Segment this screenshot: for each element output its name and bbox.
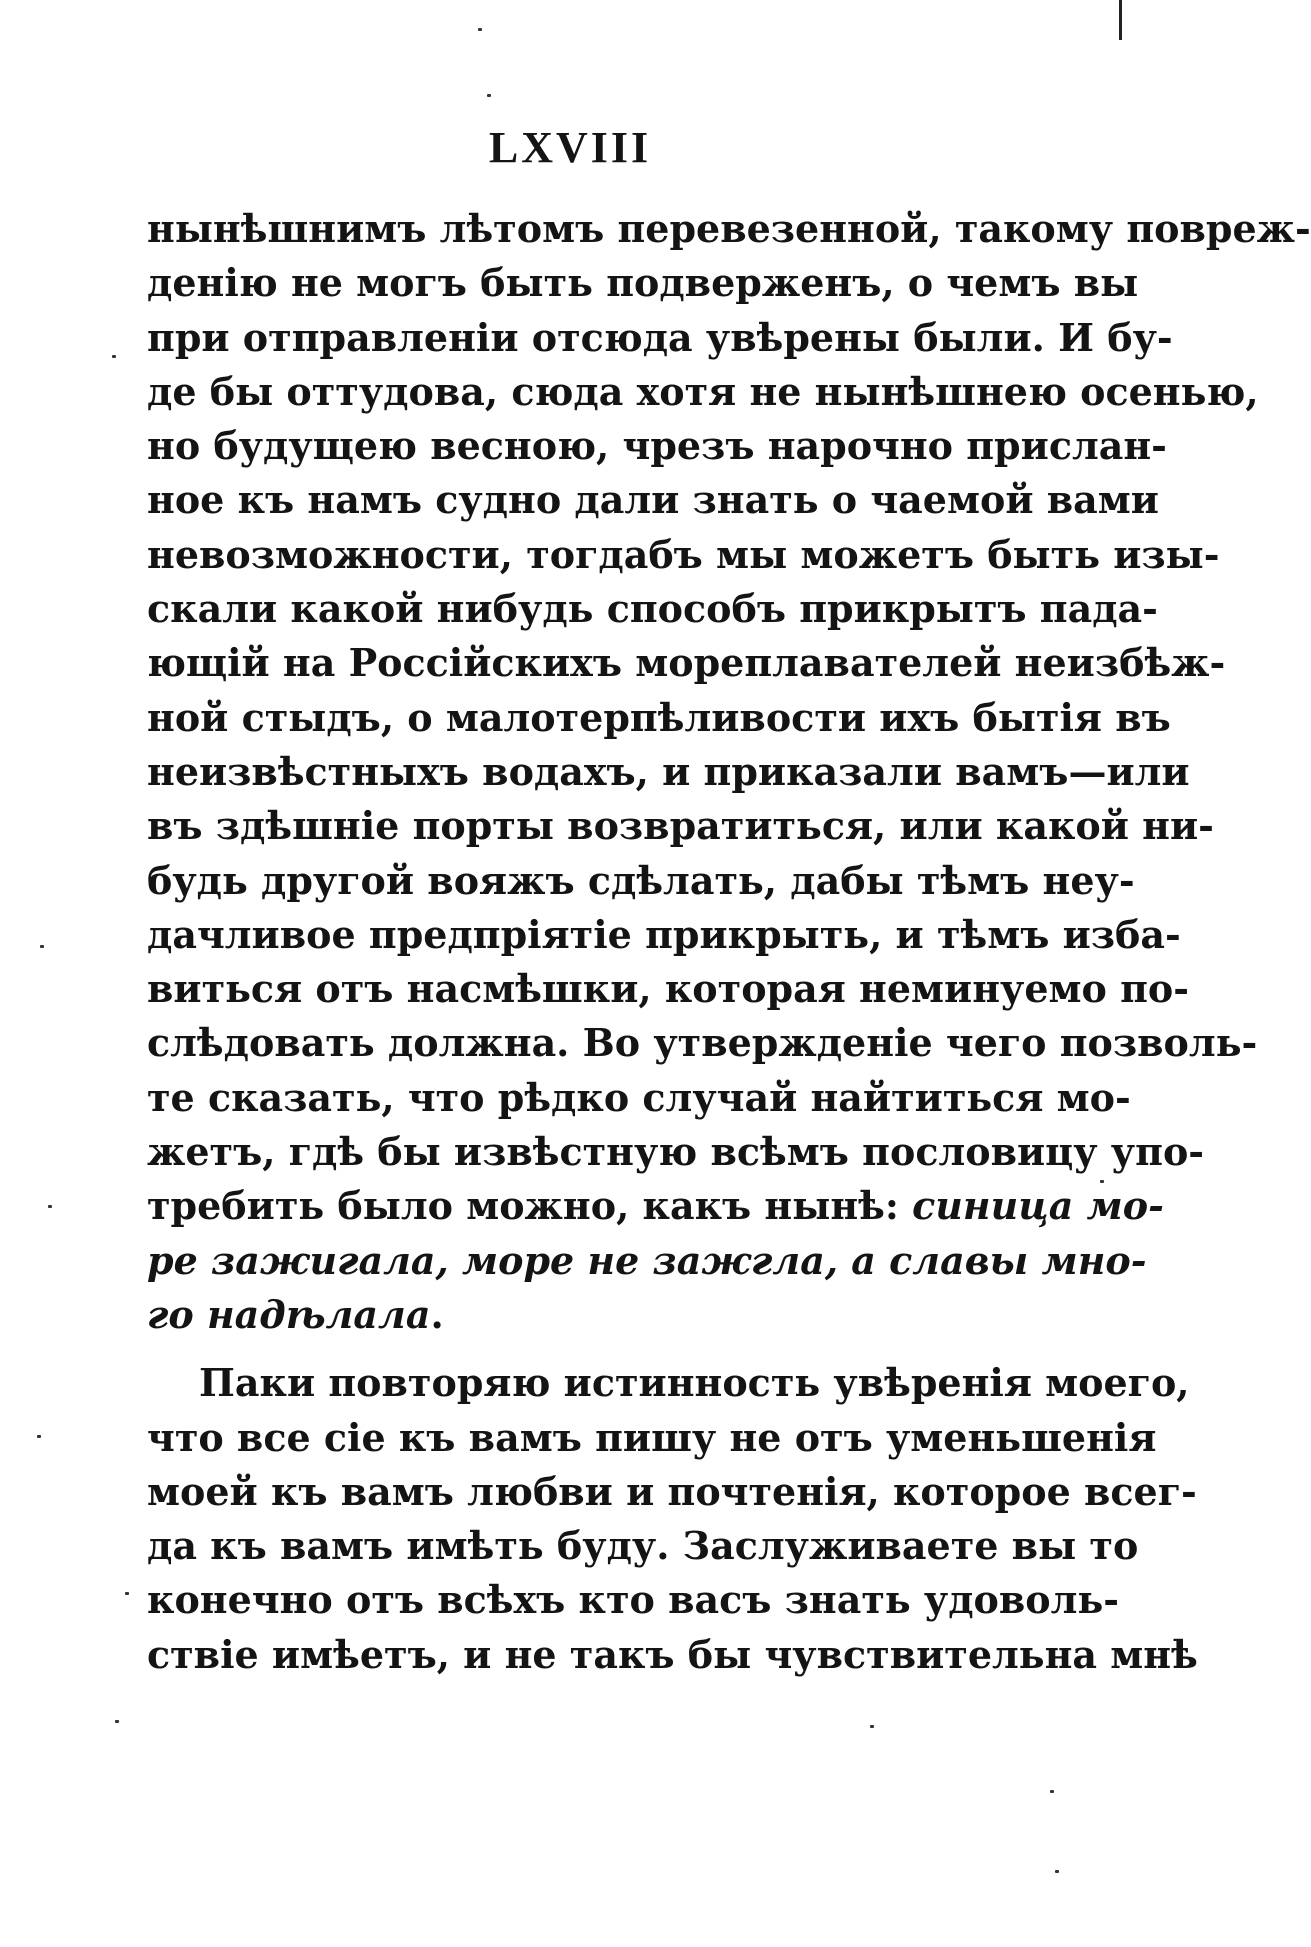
line-text: виться отъ насмѣшки, которая неминуемо по-	[147, 966, 1190, 1012]
scan-speck	[478, 28, 482, 31]
line-text: ное къ намъ судно дали знать о чаемой вами	[147, 477, 1159, 523]
line-text: дачливое предпріятіе прикрыть, и тѣмъ изба-	[147, 911, 1181, 957]
scan-speck	[112, 355, 116, 358]
line-text: моей къ вамъ любви и почтенія, которое всег-	[147, 1468, 1197, 1514]
scan-speck	[1100, 1180, 1104, 1183]
line-text: да къ вамъ имѣть буду. Заслуживаете вы то	[147, 1523, 1139, 1569]
line-text: жетъ, гдѣ бы извѣстную всѣмъ пословицу упо-	[147, 1129, 1205, 1175]
line-text: но будущею весною, чрезъ нарочно прислан-	[147, 423, 1167, 469]
text-line	[147, 202, 1311, 256]
text-line	[147, 1573, 1120, 1627]
text-line	[147, 1628, 1198, 1682]
line-text: будь другой вояжъ сдѣлать, дабы тѣмъ неу-	[147, 857, 1135, 903]
text-line	[147, 854, 1135, 908]
line-italic-text: ре зажигала, море не зажгла, а славы мно-	[147, 1237, 1147, 1283]
line-text: при отправленіи отсюда увѣрены были. И бу-	[147, 314, 1173, 360]
text-line	[147, 1125, 1205, 1179]
text-line	[147, 1071, 1131, 1125]
line-text: ной стыдъ, о малотерпѣливости ихъ бытія въ	[147, 694, 1171, 740]
text-line	[147, 1288, 1065, 1342]
line-text: что все сіе къ вамъ пишу не отъ уменьшенія	[147, 1414, 1157, 1460]
line-text: требить было можно, какъ нынѣ:	[147, 1183, 913, 1229]
page-number: LXVIII	[488, 123, 652, 172]
scan-speck	[1055, 1870, 1059, 1873]
scan-speck	[1050, 1790, 1054, 1793]
text-line	[147, 799, 1214, 853]
line-text: ствіе имѣетъ, и не такъ бы чувствительна мнѣ	[147, 1631, 1198, 1677]
text-line	[147, 745, 1190, 799]
text-line	[147, 582, 1158, 636]
text-line	[147, 473, 1159, 527]
text-line	[147, 256, 1139, 310]
line-text: де бы оттудова, сюда хотя не нынѣшнею осенью,	[147, 368, 1259, 414]
text-line	[147, 365, 1259, 419]
line-text: невозможности, тогдабъ мы можетъ быть изы-	[147, 531, 1220, 577]
line-text: те сказать, что рѣдко случай найтиться мо-	[147, 1074, 1131, 1120]
page-edge-mark	[1119, 0, 1122, 40]
line-text: неизвѣстныхъ водахъ, и приказали вамъ—или	[147, 748, 1190, 794]
line-text: денію не могъ быть подверженъ, о чемъ вы	[147, 260, 1139, 306]
line-italic-text: синица мо-	[912, 1183, 1164, 1229]
text-line	[147, 528, 1220, 582]
line-text: конечно отъ всѣхъ кто васъ знать удоволь-	[147, 1577, 1120, 1623]
line-italic-text: го надѣлала	[147, 1291, 431, 1337]
scan-speck	[37, 1435, 41, 1438]
text-line	[147, 1465, 1197, 1519]
text-line	[147, 908, 1181, 962]
scan-speck	[487, 94, 491, 97]
line-text: ющій на Россійскихъ мореплавателей неизбѣж-	[147, 640, 1226, 686]
text-line	[147, 1519, 1139, 1573]
scan-speck	[115, 1720, 119, 1723]
scan-speck	[40, 945, 44, 948]
line-text: нынѣшнимъ лѣтомъ перевезенной, такому повреж-	[147, 206, 1311, 251]
line-text: слѣдовать должна. Во утвержденіе чего позволь-	[147, 1020, 1258, 1066]
line-text: въ здѣшніе порты возвратиться, или какой ни-	[147, 803, 1214, 849]
text-line	[147, 1179, 1164, 1233]
text-line	[147, 691, 1171, 745]
scan-speck	[870, 1725, 874, 1728]
line-text-after: .	[430, 1291, 444, 1337]
text-line	[147, 419, 1167, 473]
text-line	[147, 1016, 1258, 1070]
text-line	[147, 636, 1226, 690]
text-line	[147, 311, 1173, 365]
text-line	[147, 1411, 1157, 1465]
body-text	[147, 202, 1311, 1682]
text-line	[147, 962, 1190, 1016]
text-line	[147, 1356, 1190, 1410]
scan-speck	[48, 1205, 52, 1208]
line-text: Паки повторяю истинность увѣренія моего,	[199, 1360, 1190, 1406]
text-line	[147, 1234, 1147, 1288]
line-text: скали какой нибудь способъ прикрытъ пада-	[147, 586, 1158, 632]
scan-speck	[125, 1592, 129, 1595]
